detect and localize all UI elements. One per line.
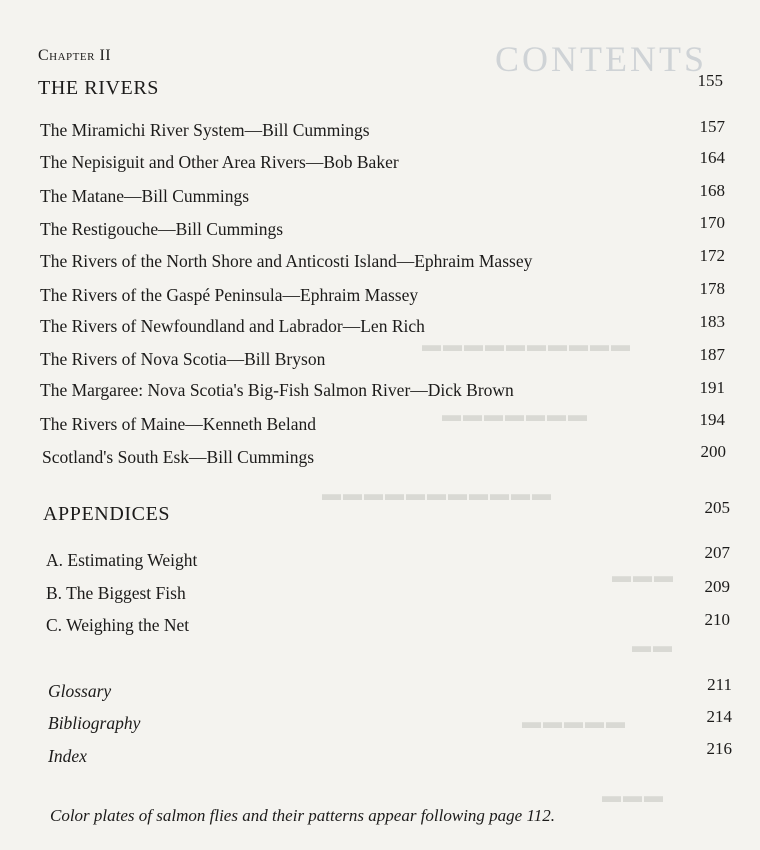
show-through-line: ▬▬ (630, 636, 672, 657)
appendix-entry-page: 207 (704, 543, 730, 562)
appendices-page: 205 (704, 498, 730, 517)
toc-entry-page: 157 (699, 117, 725, 136)
toc-entry: The Rivers of Newfoundland and Labrador—Len Rich (40, 316, 425, 336)
chapter-label: Chapter II (38, 47, 112, 64)
show-through-line: ▬▬▬▬▬▬▬▬▬▬ (420, 335, 630, 356)
back-matter-entry: Bibliography (48, 713, 141, 733)
toc-entry-page: 178 (699, 279, 725, 298)
toc-entry-page: 187 (699, 345, 725, 364)
toc-entry-page: 164 (699, 148, 725, 167)
toc-entry: Scotland's South Esk—Bill Cummings (42, 447, 315, 467)
back-matter-entry: Glossary (48, 681, 112, 701)
back-matter-entry: Index (48, 746, 87, 766)
show-through-title: CONTENTS (495, 39, 707, 79)
toc-entry: The Nepisiguit and Other Area Rivers—Bob Baker (40, 152, 399, 172)
toc-entry: The Rivers of Maine—Kenneth Beland (40, 414, 317, 434)
show-through-line: ▬▬▬▬▬▬▬▬▬▬▬ (320, 484, 551, 505)
toc-entry: The Rivers of Nova Scotia—Bill Bryson (40, 349, 326, 369)
appendix-entry-page: 209 (704, 577, 730, 596)
back-matter-page: 216 (706, 739, 732, 758)
chapter-title: THE RIVERS (38, 77, 159, 99)
toc-entry: The Miramichi River System—Bill Cummings (40, 120, 370, 140)
footnote: Color plates of salmon flies and their patterns appear following page 112. (50, 806, 555, 825)
back-matter-page: 211 (707, 675, 732, 694)
toc-entry-page: 168 (699, 181, 725, 200)
chapter-page: 155 (697, 71, 723, 90)
back-matter-page: 214 (706, 707, 732, 726)
toc-entry-page: 191 (699, 378, 725, 397)
show-through-line: ▬▬▬ (600, 786, 663, 807)
appendix-entry: A. Estimating Weight (46, 550, 198, 570)
toc-entry: The Rivers of the North Shore and Anticosti Island—Ephraim Massey (40, 251, 533, 271)
toc-entry: The Matane—Bill Cummings (40, 186, 250, 206)
toc-entry-page: 194 (699, 410, 725, 429)
show-through-line: ▬▬▬▬▬ (520, 712, 625, 733)
toc-entry: The Margaree: Nova Scotia's Big-Fish Salmon River—Dick Brown (40, 380, 514, 400)
show-through-line: ▬▬▬ (610, 566, 673, 587)
toc-entry-page: 172 (699, 246, 725, 265)
appendix-entry-page: 210 (704, 610, 730, 629)
toc-entry: The Restigouche—Bill Cummings (40, 219, 284, 239)
toc-entry-page: 170 (699, 213, 725, 232)
toc-entry: The Rivers of the Gaspé Peninsula—Ephraim Massey (40, 285, 419, 305)
appendices-title: APPENDICES (43, 503, 171, 525)
toc-entry-page: 183 (699, 312, 725, 331)
appendix-entry: C. Weighing the Net (46, 615, 190, 635)
show-through-line: ▬▬▬▬▬▬▬ (440, 405, 587, 426)
toc-entry-page: 200 (700, 442, 726, 461)
appendix-entry: B. The Biggest Fish (46, 583, 186, 603)
